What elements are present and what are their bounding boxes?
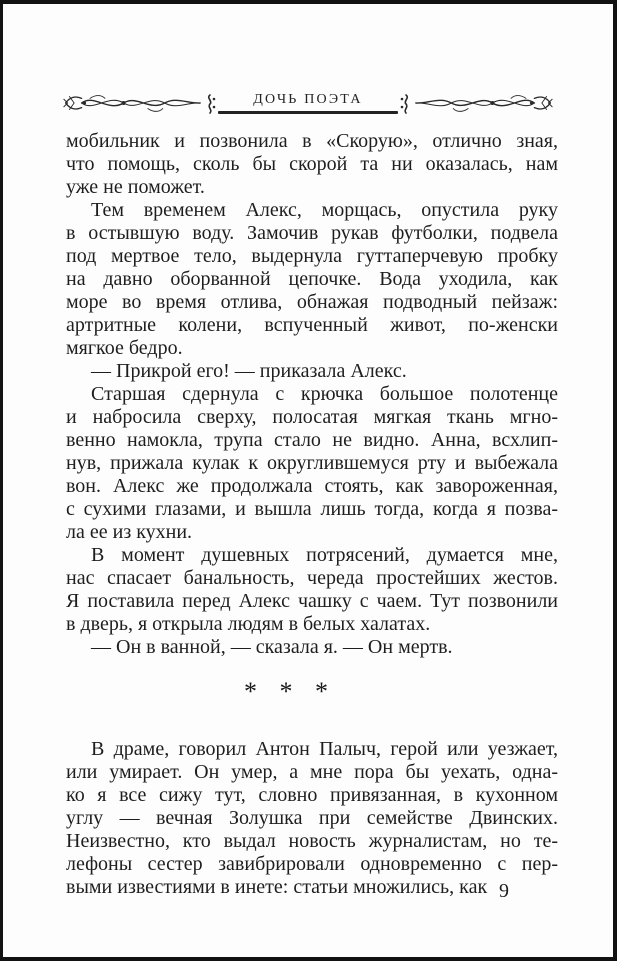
text-line: мобильник и позвонила в «Скорую», отлично зная, [66, 130, 558, 152]
section-mark-left-icon [204, 90, 216, 116]
text-line: ко я все сижу тут, словно привязанная, в кухонном [66, 784, 558, 806]
text-line: углу — вечная Золушка при семействе Двинских. [66, 807, 558, 829]
text-line: В драме, говорил Антон Палыч, герой или уезжает, [91, 738, 558, 760]
text-line: Неизвестно, кто выдал новость журналистам, но те- [66, 830, 558, 852]
page-number: 9 [499, 880, 509, 902]
text-line: и набросила сверху, полосатая мягкая ткань мгно- [66, 406, 558, 428]
separator-stars: * * * [244, 677, 328, 706]
text-line: выми известиями в инете: статьи множились, как [66, 876, 488, 898]
flourish-right-icon [414, 90, 554, 116]
text-line: В момент душевных потрясений, думается мне, [91, 544, 558, 566]
text-line: что помощь, сколь бы скорой та ни оказалась, нам [66, 153, 558, 175]
text-line: на давно оборванной цепочке. Вода уходила, как [66, 268, 558, 290]
text-line: вон. Алекс же продолжала стоять, как завороженная, [66, 475, 558, 497]
text-line: — Он в ванной, — сказала я. — Он мертв. [91, 636, 453, 658]
text-line: в дверь, я открыла людям в белых халатах. [66, 613, 431, 635]
section-separator [66, 679, 558, 738]
text-line: нув, прижала кулак к округлившемуся рту и выбежала [66, 452, 558, 474]
text-line: с сухими глазами, и вышла лишь тогда, когда я позва- [66, 498, 558, 520]
text-line: ла ее из кухни. [66, 521, 193, 543]
text-line: море во время отлива, обнажая подводный пейзаж: [66, 291, 558, 313]
text-line: нас спасает банальность, череда простейших жестов. [66, 567, 558, 589]
text-line: Старшая сдернула с крючка большое полотенце [91, 383, 558, 405]
text-line: Я поставила перед Алекс чашку с чаем. Тут позвонили [66, 590, 558, 612]
text-line: уже не поможет. [66, 176, 205, 198]
section-mark-right-icon [400, 90, 412, 116]
text-line: Тем временем Алекс, морщась, опустила руку [91, 199, 558, 221]
text-line: венно намокла, трупа стало не видно. Анна, всхлип- [66, 429, 558, 451]
text-line: лефоны сестер завибрировали одновременно с пер- [66, 853, 558, 875]
text-line: в остывшую воду. Замочив рукав футболки, подвела [66, 222, 558, 244]
text-line: мягкое бедро. [66, 337, 183, 359]
running-head [218, 92, 398, 113]
flourish-left-icon [62, 90, 202, 116]
title-underline-rule [218, 111, 398, 114]
text-line: под мертвое тело, выдернула гуттаперчевую пробку [66, 245, 558, 267]
text-line: или умирает. Он умер, а мне пора бы уехать, одна- [66, 761, 558, 783]
running-head-title: ДОЧЬ ПОЭТА [253, 92, 363, 108]
page-body [66, 130, 558, 899]
text-line: — Прикрой его! — приказала Алекс. [91, 360, 407, 382]
text-line: артритные колени, вспученный живот, по-женски [66, 314, 558, 336]
page-header [63, 88, 553, 118]
